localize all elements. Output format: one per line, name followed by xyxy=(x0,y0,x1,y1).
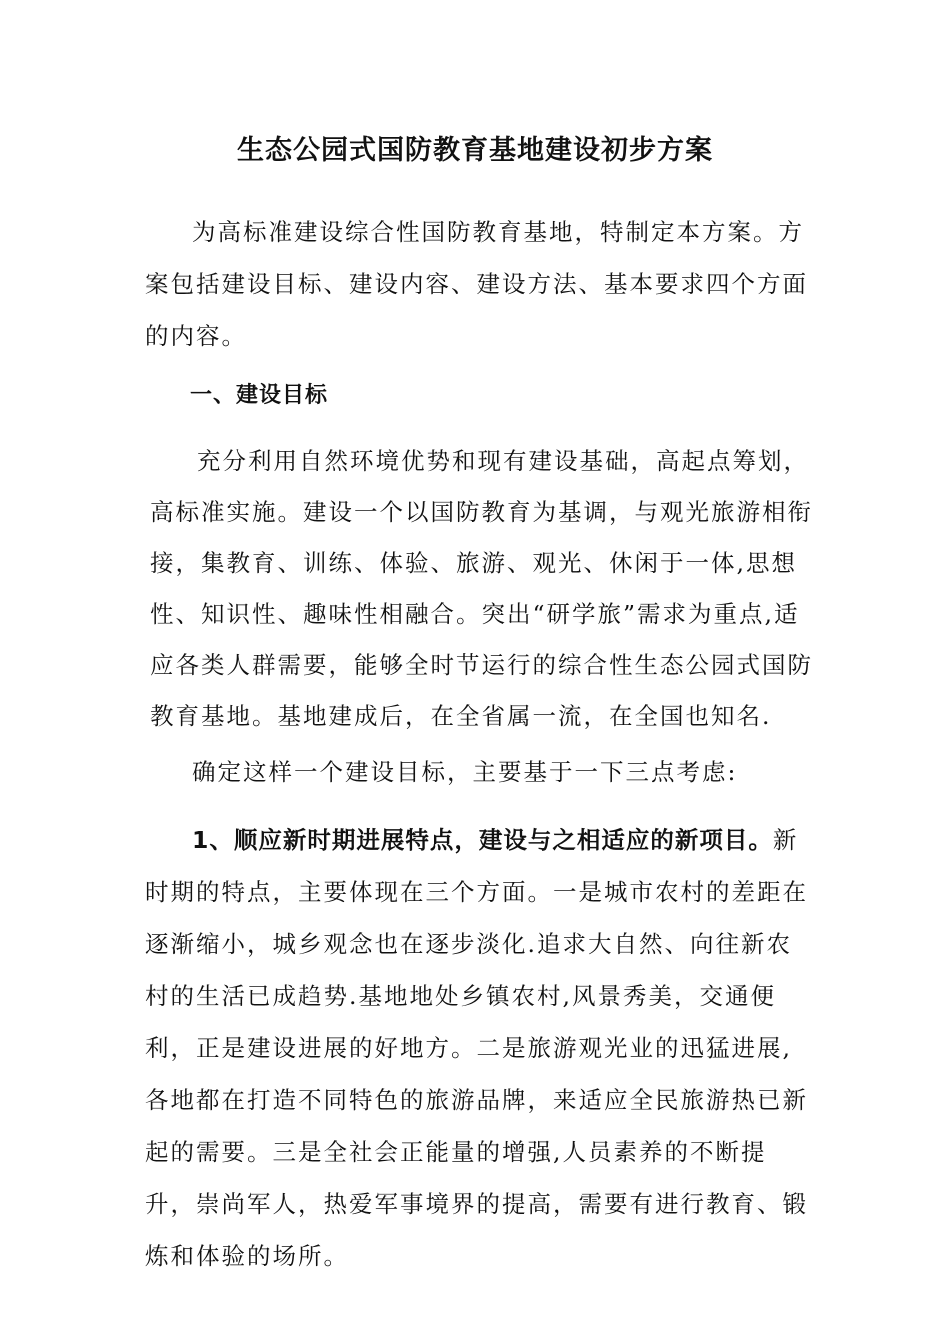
section-heading: 一、建设目标 xyxy=(190,383,329,408)
point-one-paragraph xyxy=(145,814,810,1282)
point-one-lead: 1、顺应新时期进展特点，建设与之相适应的新项目。 xyxy=(192,826,773,854)
considerations-intro: 确定这样一个建设目标，主要基于一下三点考虑: xyxy=(192,758,738,786)
document-title: 生态公园式国防教育基地建设初步方案 xyxy=(237,135,713,166)
goal-paragraph: 充分利用自然环境优势和现有建设基础，高起点筹划，高标准实施。建设一个以国防教育为基调，与观光旅游相衔接，集教育、训练、体验、旅游、观光、休闲于一体,思想性、知识性、趣味性相融合。突出“研学旅”需求为重点,适应各类人群需要，能够全时节运行的综合性生态公园式国防教育基地。基地建成后，在全省属一流，在全国也知名. xyxy=(150,447,813,730)
point-one-body: 新时期的特点，主要体现在三个方面。一是城市农村的差距在逐渐缩小，城乡观念也在逐步淡化.追求大自然、向往新农村的生活已成趋势.基地地处乡镇农村,风景秀美，交通便利，正是建设进展的好地方。二是旅游观光业的迅猛进展,各地都在打造不同特色的旅游品牌，来适应全民旅游热已新起的需要。三是全社会正能量的增强,人员素养的不断提升，崇尚军人，热爱军事境界的提高，需要有进行教育、锻炼和体验的场所。 xyxy=(145,826,808,1270)
intro-paragraph: 为高标准建设综合性国防教育基地，特制定本方案。方案包括建设目标、建设内容、建设方法、基本要求四个方面的内容。 xyxy=(145,218,808,350)
